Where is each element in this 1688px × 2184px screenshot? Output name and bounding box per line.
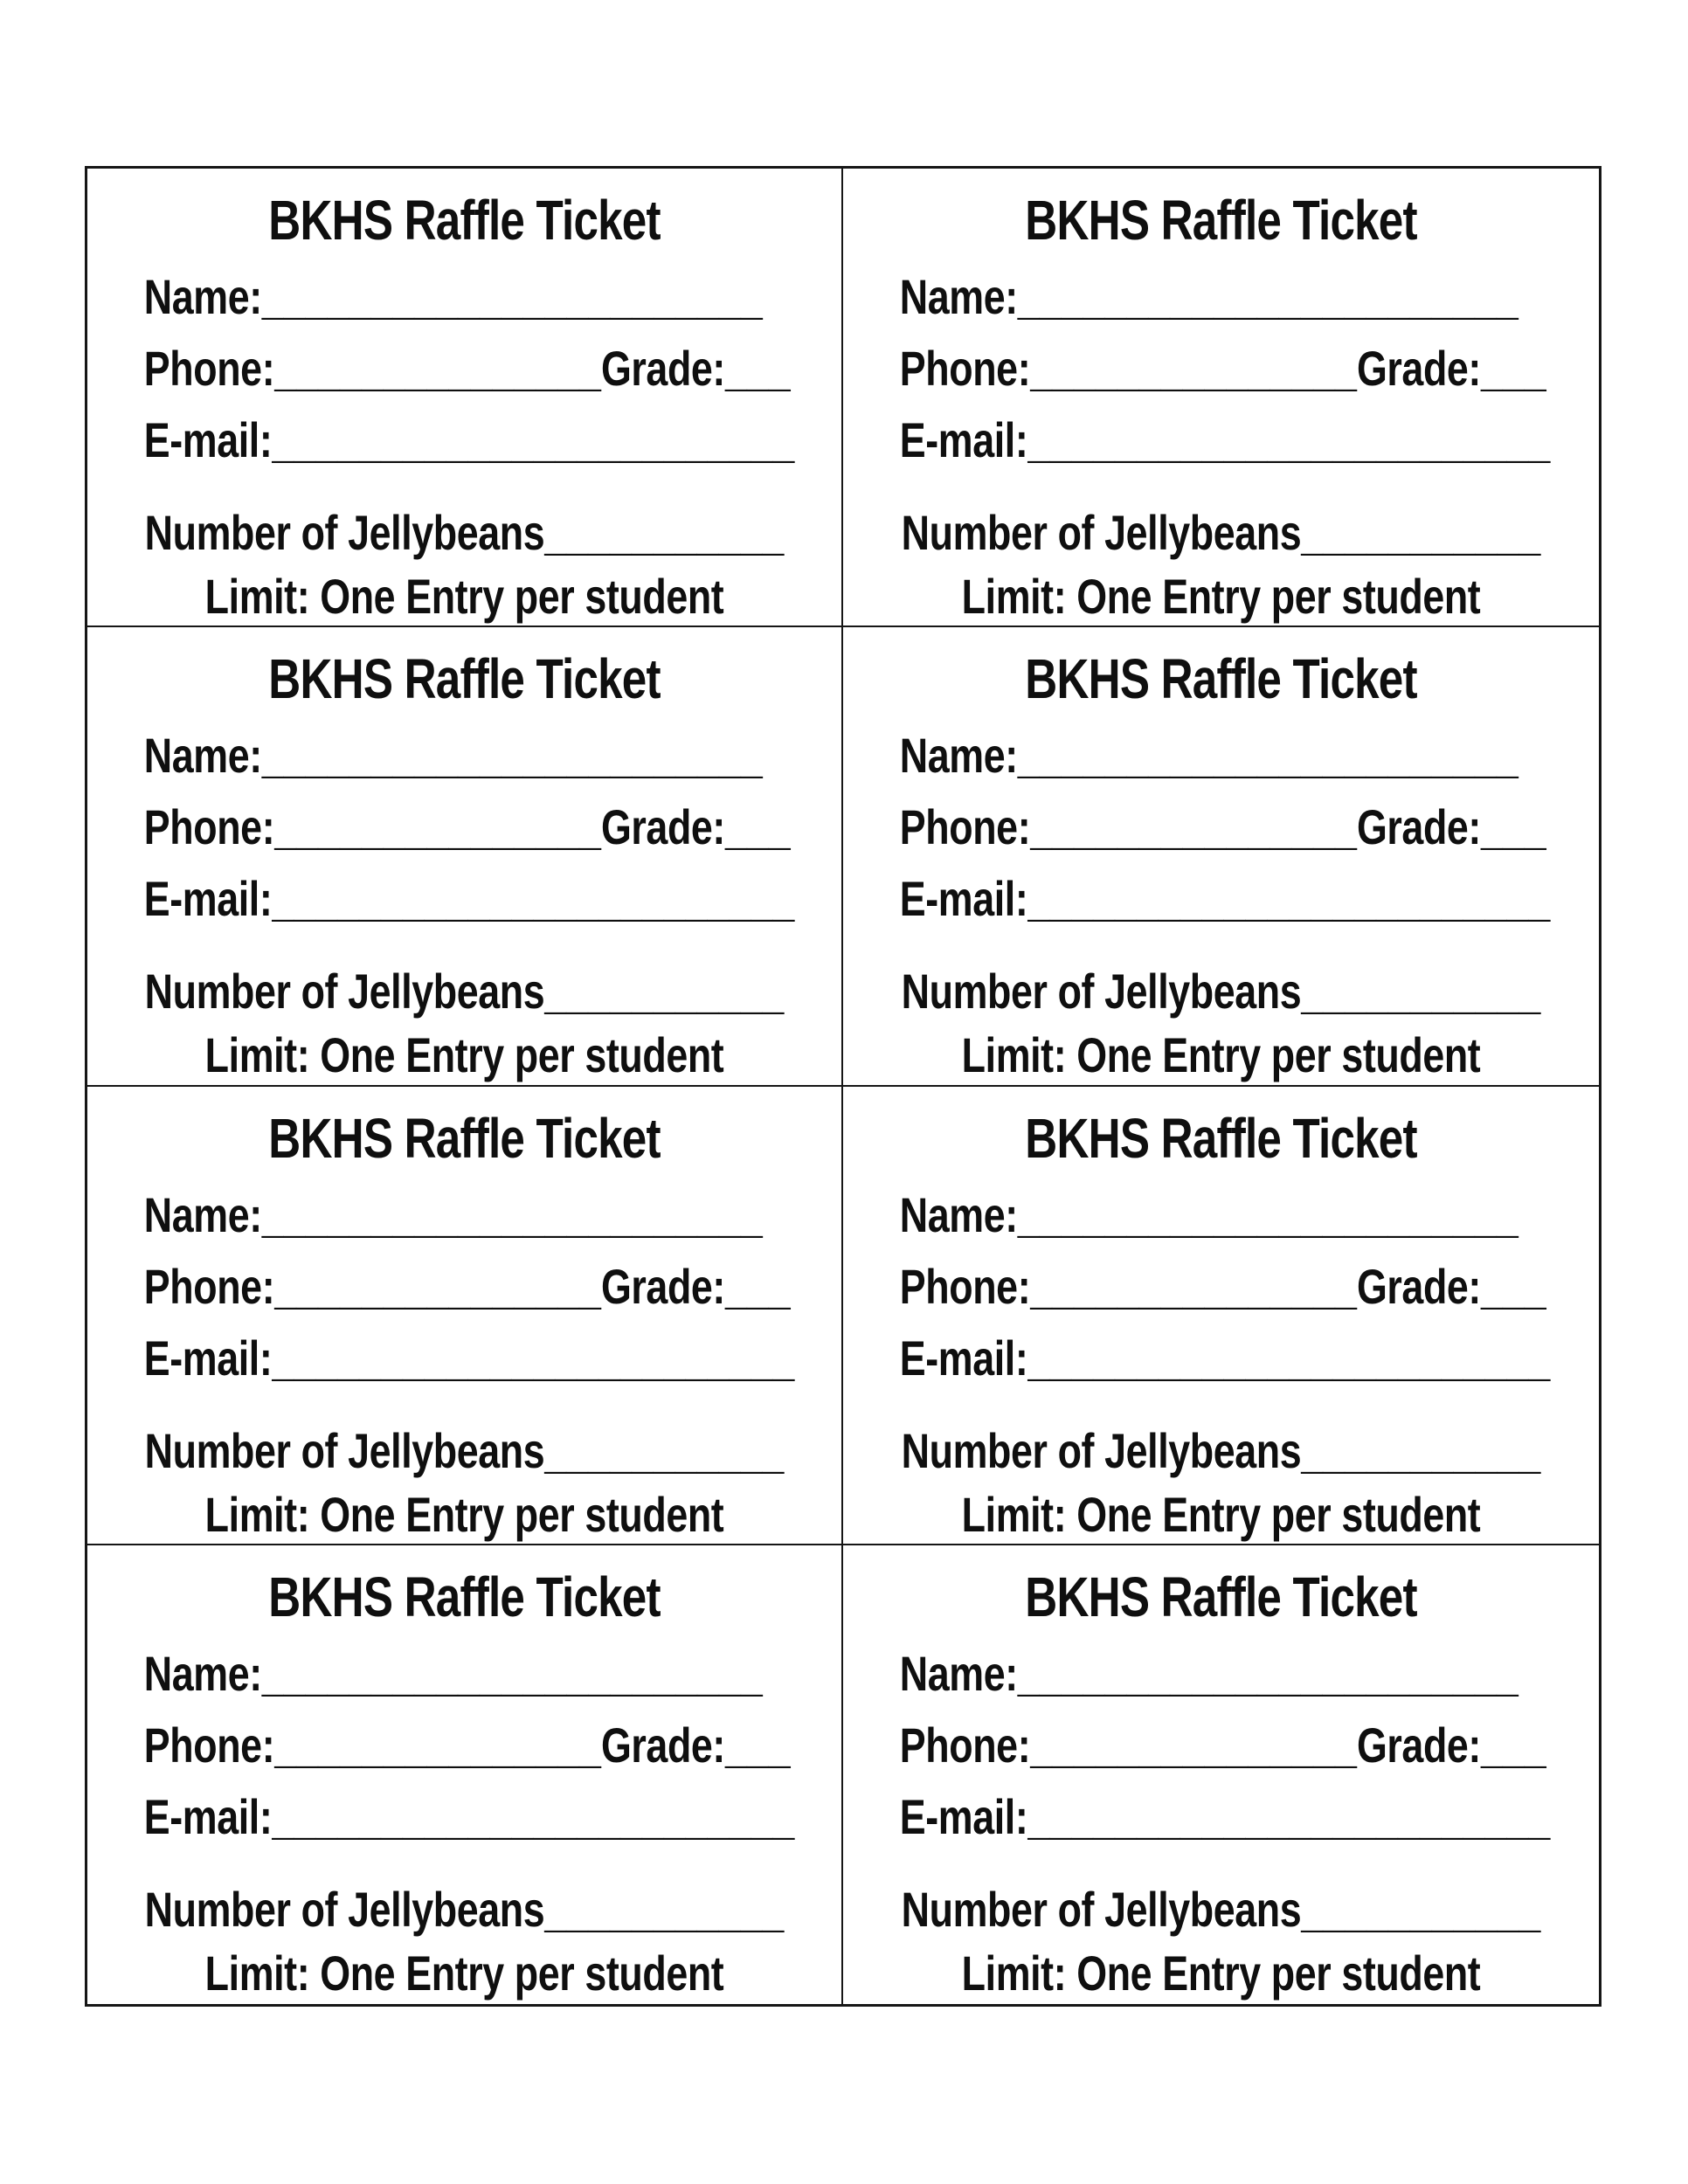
jellybeans-row bbox=[122, 497, 806, 569]
jellybeans-row bbox=[878, 1415, 1564, 1487]
grade-label: Grade: bbox=[1356, 799, 1481, 855]
email-row bbox=[144, 1323, 806, 1394]
grade-label: Grade: bbox=[600, 341, 725, 396]
name-label: Name: bbox=[899, 269, 1018, 324]
ticket-content bbox=[878, 1565, 1564, 2001]
raffle-ticket bbox=[843, 169, 1599, 627]
jellybeans-blank-line: ___________ bbox=[1301, 1881, 1541, 1937]
name-row bbox=[144, 720, 806, 791]
phone-label: Phone: bbox=[899, 1717, 1031, 1773]
jellybeans-label: Number of Jellybeans bbox=[901, 964, 1302, 1019]
phone-label: Phone: bbox=[143, 341, 275, 396]
jellybeans-label: Number of Jellybeans bbox=[144, 964, 545, 1019]
raffle-ticket bbox=[87, 1545, 843, 2004]
phone-blank-line: _______________ bbox=[274, 799, 601, 855]
jellybeans-label: Number of Jellybeans bbox=[144, 1422, 545, 1478]
phone-row bbox=[900, 791, 1564, 863]
name-blank-line: _______________________ bbox=[1017, 728, 1519, 784]
grade-blank-line: ___ bbox=[1480, 341, 1546, 396]
ticket-content bbox=[878, 646, 1564, 1083]
email-blank-line: ________________________ bbox=[1027, 1330, 1551, 1386]
jellybeans-row bbox=[122, 1415, 806, 1487]
grade-label: Grade: bbox=[600, 1258, 725, 1314]
jellybeans-label: Number of Jellybeans bbox=[144, 505, 545, 560]
jellybeans-row bbox=[878, 497, 1564, 569]
ticket-content bbox=[122, 646, 806, 1083]
jellybeans-blank-line: ___________ bbox=[1301, 1422, 1541, 1478]
name-label: Name: bbox=[143, 1186, 262, 1242]
email-blank-line: ________________________ bbox=[1027, 1788, 1551, 1844]
ticket-content bbox=[878, 1106, 1564, 1543]
limit-note: Limit: One Entry per student bbox=[961, 1486, 1481, 1542]
raffle-ticket bbox=[87, 169, 843, 627]
ticket-title: BKHS Raffle Ticket bbox=[1025, 647, 1417, 711]
email-label: E-mail: bbox=[899, 1788, 1028, 1844]
raffle-ticket bbox=[87, 627, 843, 1086]
email-row bbox=[900, 1781, 1564, 1853]
grade-blank-line: ___ bbox=[1480, 1258, 1546, 1314]
email-row bbox=[900, 1323, 1564, 1394]
name-label: Name: bbox=[143, 269, 262, 324]
ticket-title: BKHS Raffle Ticket bbox=[1025, 189, 1417, 252]
name-row bbox=[144, 261, 806, 333]
phone-row bbox=[900, 1251, 1564, 1323]
ticket-fields bbox=[878, 720, 1564, 935]
phone-blank-line: _______________ bbox=[274, 1717, 601, 1773]
name-row bbox=[900, 1638, 1564, 1710]
ticket-content bbox=[122, 188, 806, 625]
email-label: E-mail: bbox=[899, 412, 1028, 467]
name-label: Name: bbox=[143, 1645, 262, 1701]
phone-row bbox=[144, 1251, 806, 1323]
raffle-ticket bbox=[843, 1545, 1599, 2004]
grade-blank-line: ___ bbox=[1480, 1717, 1546, 1773]
name-row bbox=[900, 261, 1564, 333]
email-row bbox=[144, 1781, 806, 1853]
name-row bbox=[144, 1638, 806, 1710]
email-label: E-mail: bbox=[143, 412, 273, 467]
phone-blank-line: _______________ bbox=[274, 341, 601, 396]
email-label: E-mail: bbox=[143, 871, 273, 927]
jellybeans-blank-line: ___________ bbox=[544, 964, 785, 1019]
jellybeans-label: Number of Jellybeans bbox=[901, 1422, 1302, 1478]
grade-label: Grade: bbox=[1356, 1717, 1481, 1773]
ticket-fields bbox=[878, 1179, 1564, 1394]
name-blank-line: _______________________ bbox=[261, 1645, 763, 1701]
ticket-title: BKHS Raffle Ticket bbox=[1025, 1106, 1417, 1170]
ticket-content bbox=[122, 1106, 806, 1543]
ticket-fields bbox=[878, 261, 1564, 476]
name-label: Name: bbox=[899, 1186, 1018, 1242]
email-blank-line: ________________________ bbox=[272, 412, 795, 467]
name-blank-line: _______________________ bbox=[1017, 1645, 1519, 1701]
phone-blank-line: _______________ bbox=[1030, 799, 1357, 855]
phone-row bbox=[900, 1710, 1564, 1781]
name-row bbox=[900, 720, 1564, 791]
ticket-fields bbox=[122, 261, 806, 476]
phone-row bbox=[144, 333, 806, 404]
ticket-title: BKHS Raffle Ticket bbox=[268, 1565, 661, 1628]
email-blank-line: ________________________ bbox=[272, 871, 795, 927]
limit-note: Limit: One Entry per student bbox=[961, 569, 1481, 624]
phone-row bbox=[900, 333, 1564, 404]
name-blank-line: _______________________ bbox=[261, 269, 763, 324]
ticket-title: BKHS Raffle Ticket bbox=[268, 189, 661, 252]
jellybeans-row bbox=[878, 1874, 1564, 1946]
phone-blank-line: _______________ bbox=[1030, 1258, 1357, 1314]
name-blank-line: _______________________ bbox=[1017, 1186, 1519, 1242]
grade-blank-line: ___ bbox=[724, 799, 791, 855]
ticket-title: BKHS Raffle Ticket bbox=[1025, 1565, 1417, 1628]
phone-label: Phone: bbox=[143, 1258, 275, 1314]
ticket-fields bbox=[122, 720, 806, 935]
name-row bbox=[900, 1179, 1564, 1251]
raffle-ticket bbox=[843, 627, 1599, 1086]
name-label: Name: bbox=[899, 728, 1018, 784]
phone-blank-line: _______________ bbox=[274, 1258, 601, 1314]
phone-row bbox=[144, 1710, 806, 1781]
name-row bbox=[144, 1179, 806, 1251]
grade-blank-line: ___ bbox=[1480, 799, 1546, 855]
phone-label: Phone: bbox=[143, 1717, 275, 1773]
phone-blank-line: _______________ bbox=[1030, 341, 1357, 396]
name-blank-line: _______________________ bbox=[261, 728, 763, 784]
grade-blank-line: ___ bbox=[724, 1258, 791, 1314]
name-blank-line: _______________________ bbox=[261, 1186, 763, 1242]
jellybeans-row bbox=[122, 956, 806, 1027]
raffle-ticket bbox=[87, 1087, 843, 1545]
phone-label: Phone: bbox=[899, 341, 1031, 396]
email-row bbox=[144, 404, 806, 476]
email-row bbox=[900, 404, 1564, 476]
email-blank-line: ________________________ bbox=[272, 1788, 795, 1844]
phone-label: Phone: bbox=[899, 799, 1031, 855]
ticket-title: BKHS Raffle Ticket bbox=[268, 1106, 661, 1170]
grade-label: Grade: bbox=[600, 799, 725, 855]
jellybeans-row bbox=[878, 956, 1564, 1027]
email-blank-line: ________________________ bbox=[1027, 871, 1551, 927]
ticket-grid bbox=[85, 166, 1602, 2007]
email-label: E-mail: bbox=[899, 871, 1028, 927]
email-row bbox=[900, 863, 1564, 935]
phone-label: Phone: bbox=[143, 799, 275, 855]
phone-blank-line: _______________ bbox=[1030, 1717, 1357, 1773]
jellybeans-blank-line: ___________ bbox=[1301, 964, 1541, 1019]
grade-label: Grade: bbox=[1356, 1258, 1481, 1314]
name-label: Name: bbox=[143, 728, 262, 784]
jellybeans-row bbox=[122, 1874, 806, 1946]
grade-blank-line: ___ bbox=[724, 1717, 791, 1773]
jellybeans-blank-line: ___________ bbox=[544, 505, 785, 560]
ticket-fields bbox=[122, 1638, 806, 1853]
email-label: E-mail: bbox=[899, 1330, 1028, 1386]
email-label: E-mail: bbox=[143, 1330, 273, 1386]
limit-note: Limit: One Entry per student bbox=[961, 1945, 1481, 2001]
raffle-ticket bbox=[843, 1087, 1599, 1545]
jellybeans-label: Number of Jellybeans bbox=[901, 1881, 1302, 1937]
email-label: E-mail: bbox=[143, 1788, 273, 1844]
phone-label: Phone: bbox=[899, 1258, 1031, 1314]
grade-label: Grade: bbox=[1356, 341, 1481, 396]
limit-note: Limit: One Entry per student bbox=[204, 1486, 724, 1542]
name-label: Name: bbox=[899, 1645, 1018, 1701]
ticket-content bbox=[122, 1565, 806, 2001]
ticket-content bbox=[878, 188, 1564, 625]
limit-note: Limit: One Entry per student bbox=[961, 1027, 1481, 1083]
limit-note: Limit: One Entry per student bbox=[204, 569, 724, 624]
ticket-title: BKHS Raffle Ticket bbox=[268, 647, 661, 711]
ticket-fields bbox=[122, 1179, 806, 1394]
phone-row bbox=[144, 791, 806, 863]
limit-note: Limit: One Entry per student bbox=[204, 1027, 724, 1083]
jellybeans-label: Number of Jellybeans bbox=[901, 505, 1302, 560]
email-blank-line: ________________________ bbox=[1027, 412, 1551, 467]
grade-label: Grade: bbox=[600, 1717, 725, 1773]
grade-blank-line: ___ bbox=[724, 341, 791, 396]
ticket-fields bbox=[878, 1638, 1564, 1853]
jellybeans-blank-line: ___________ bbox=[544, 1881, 785, 1937]
name-blank-line: _______________________ bbox=[1017, 269, 1519, 324]
jellybeans-blank-line: ___________ bbox=[1301, 505, 1541, 560]
email-row bbox=[144, 863, 806, 935]
limit-note: Limit: One Entry per student bbox=[204, 1945, 724, 2001]
email-blank-line: ________________________ bbox=[272, 1330, 795, 1386]
jellybeans-blank-line: ___________ bbox=[544, 1422, 785, 1478]
jellybeans-label: Number of Jellybeans bbox=[144, 1881, 545, 1937]
